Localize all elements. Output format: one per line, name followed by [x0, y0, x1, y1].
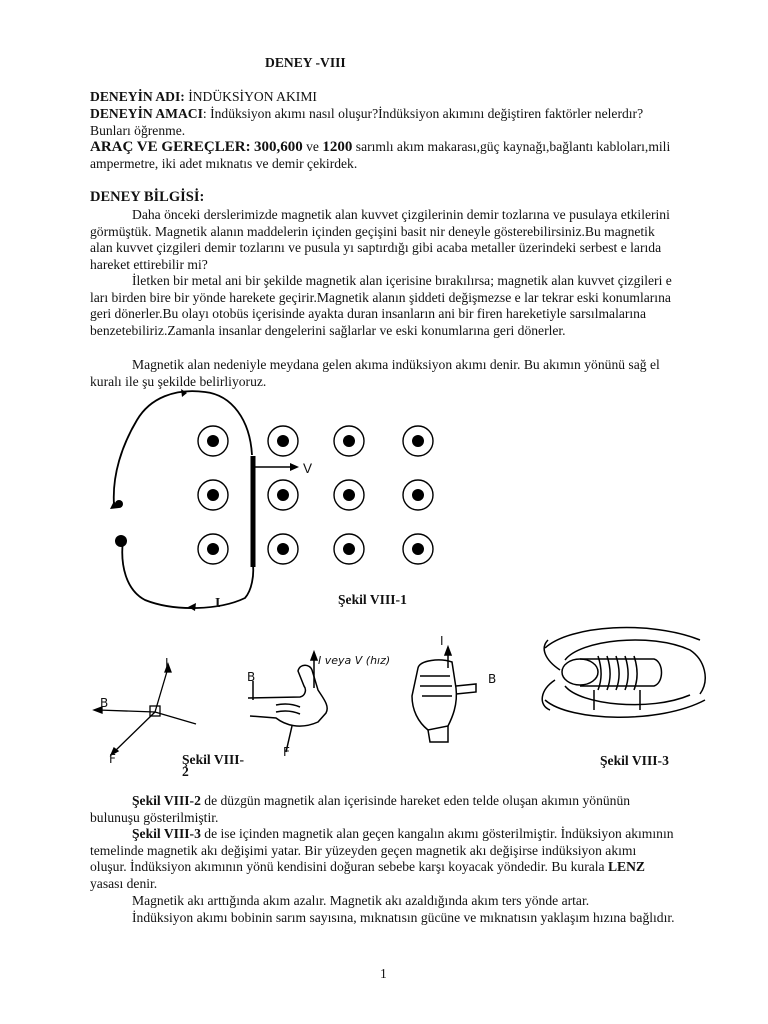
figure-2-caption — [182, 752, 245, 779]
terminal-dot-bottom — [115, 535, 127, 547]
paragraph-2: İletken bir metal ani bir şekilde magnetik alan içerisine bırakılırsa; magnetik alan kuvvet çizgileri e ları birden bire bir yönde harekete geçirir.Magnetik alanın şiddeti değişmezse e lar tekrar eski konumlarına geri dönerler.Bu olayı otobüs içerisinde ayakta duran insanların ani bir firen hareketiyle sarsılmalarına benzetebiliriz.Zamanla insanlar dengelerini sağlarlar ve eski konumlarına geri dönerler. — [90, 273, 672, 338]
paragraph-s3 — [90, 826, 675, 892]
field-dot-out — [403, 534, 433, 564]
fig2-hand-note: I veya V (hız) — [318, 654, 391, 667]
paragraph-last: İndüksiyon akımı bobinin sarım sayısına, mıknatısın gücüne ve mıknatısın yaklaşım hızına bağlıdır. — [132, 910, 675, 925]
figure-2-caption-line1: Şekil VIII- — [182, 752, 245, 767]
circuit-loop — [114, 391, 253, 608]
deney-amaci-label: DENEYİN AMACI — [90, 106, 203, 121]
figure-1-caption: Şekil VIII-1 — [338, 592, 407, 607]
arac-rest: sarımlı akım makarası,güç kaynağı,bağlantı kabloları,mili ampermetre, iki adet mıknatıs ve demir çekirdek. — [90, 139, 671, 171]
terminal-dot-top — [115, 500, 123, 508]
deney-adi-value: İNDÜKSİYON AKIMI — [184, 89, 317, 104]
paragraph-3: Magnetik alan nedeniyle meydana gelen akıma indüksiyon akımı denir. Bu akımın yönünü sağ el kuralı ile şu şekilde belirliyoruz. — [90, 357, 660, 389]
arac-label: ARAÇ VE GEREÇLER: — [90, 139, 251, 155]
deney-adi-label: DENEYİN ADI: — [90, 89, 185, 104]
velocity-label: V — [303, 461, 313, 476]
loop-arrow-top — [181, 389, 187, 397]
arac-ve: ve — [302, 139, 323, 154]
s3-label: Şekil VIII-3 — [132, 826, 201, 841]
figure-2-hand — [248, 652, 327, 752]
current-label: I — [215, 595, 221, 610]
page-title: DENEY -VIII — [265, 55, 346, 70]
velocity-arrowhead — [290, 463, 299, 471]
field-dot-out — [268, 534, 298, 564]
fig2-label-F: F — [109, 752, 116, 766]
paragraph-aki: Magnetik akı arttığında akım azalır. Magnetik akı azaldığında akım ters yönde artar. — [132, 893, 590, 908]
lenz-after: yasası denir. — [90, 875, 158, 891]
figure-2-fist — [412, 647, 476, 742]
page-number: 1 — [380, 966, 387, 981]
paragraph-s2 — [90, 793, 675, 826]
paragraph-1: Daha önceki derslerimizde magnetik alan kuvvet çizgilerinin demir tozlarına ve pusulaya etkilerini görmüştük. Magnetik alanın maddelerin içinden geçişini basit nir deneyle gösterebilirsiniz.Bu magnetik alan kuvvet çizgileri demir tozlarını ve pusula yı saptırdığı gibi acaba metaller üzerindeki serbest e larıda hareket ettirebilir mi? — [90, 207, 670, 272]
field-dot-out — [198, 480, 228, 510]
fig2-fist-label-B: B — [488, 672, 497, 686]
fig2-label-I: I — [165, 656, 169, 670]
s2-label: Şekil VIII-2 — [132, 793, 201, 808]
figure-3-solenoid — [542, 628, 705, 718]
field-dots-grid — [198, 426, 433, 564]
bilgi-heading: DENEY BİLGİSİ: — [90, 189, 205, 205]
field-dot-out — [403, 480, 433, 510]
field-dot-out — [334, 480, 364, 510]
arac-n2: 1200 — [322, 139, 353, 155]
figure-3-caption: Şekil VIII-3 — [600, 753, 669, 768]
field-dot-out — [334, 426, 364, 456]
fig2-hand-label-F: F — [283, 745, 290, 759]
field-dot-out — [403, 426, 433, 456]
lenz-label: LENZ — [607, 859, 646, 875]
field-dot-out — [334, 534, 364, 564]
field-dot-out — [198, 426, 228, 456]
figure-2-vectors — [94, 664, 196, 755]
fig2-fist-label-I: I — [440, 634, 444, 648]
field-dot-out — [268, 480, 298, 510]
arac-n1: 300,600 — [253, 139, 303, 155]
deney-amaci-value: : İndüksiyon akımı nasıl oluşur?İndüksiyon akımını değiştiren faktörler nelerdır? Bunları öğrenme. — [90, 106, 644, 138]
field-dot-out — [198, 534, 228, 564]
field-dot-out — [268, 426, 298, 456]
fig2-label-B: B — [100, 696, 109, 710]
fig2-hand-label-B: B — [247, 670, 256, 684]
figure-2-caption-line2: 2 — [182, 764, 189, 779]
loop-arrow-bottom — [188, 603, 196, 611]
s2-text: de düzgün magnetik alan içerisinde hareket eden telde oluşan akımın yönünün bulunuşu gösterilmiştir. — [90, 793, 631, 825]
s3-text: de ise içinden magnetik alan geçen kangalın akımı gösterilmiştir. İndüksiyon akımının temelinde magnetik akı değişimi yatar. Bir yüzeyden geçen magnetik akı değişirse indüksiyon akımı oluşur. İndüksiyon akımının yönü kendisini doğuran sebebe karşı koyacak yöndedir. Bu kurala — [90, 826, 674, 875]
